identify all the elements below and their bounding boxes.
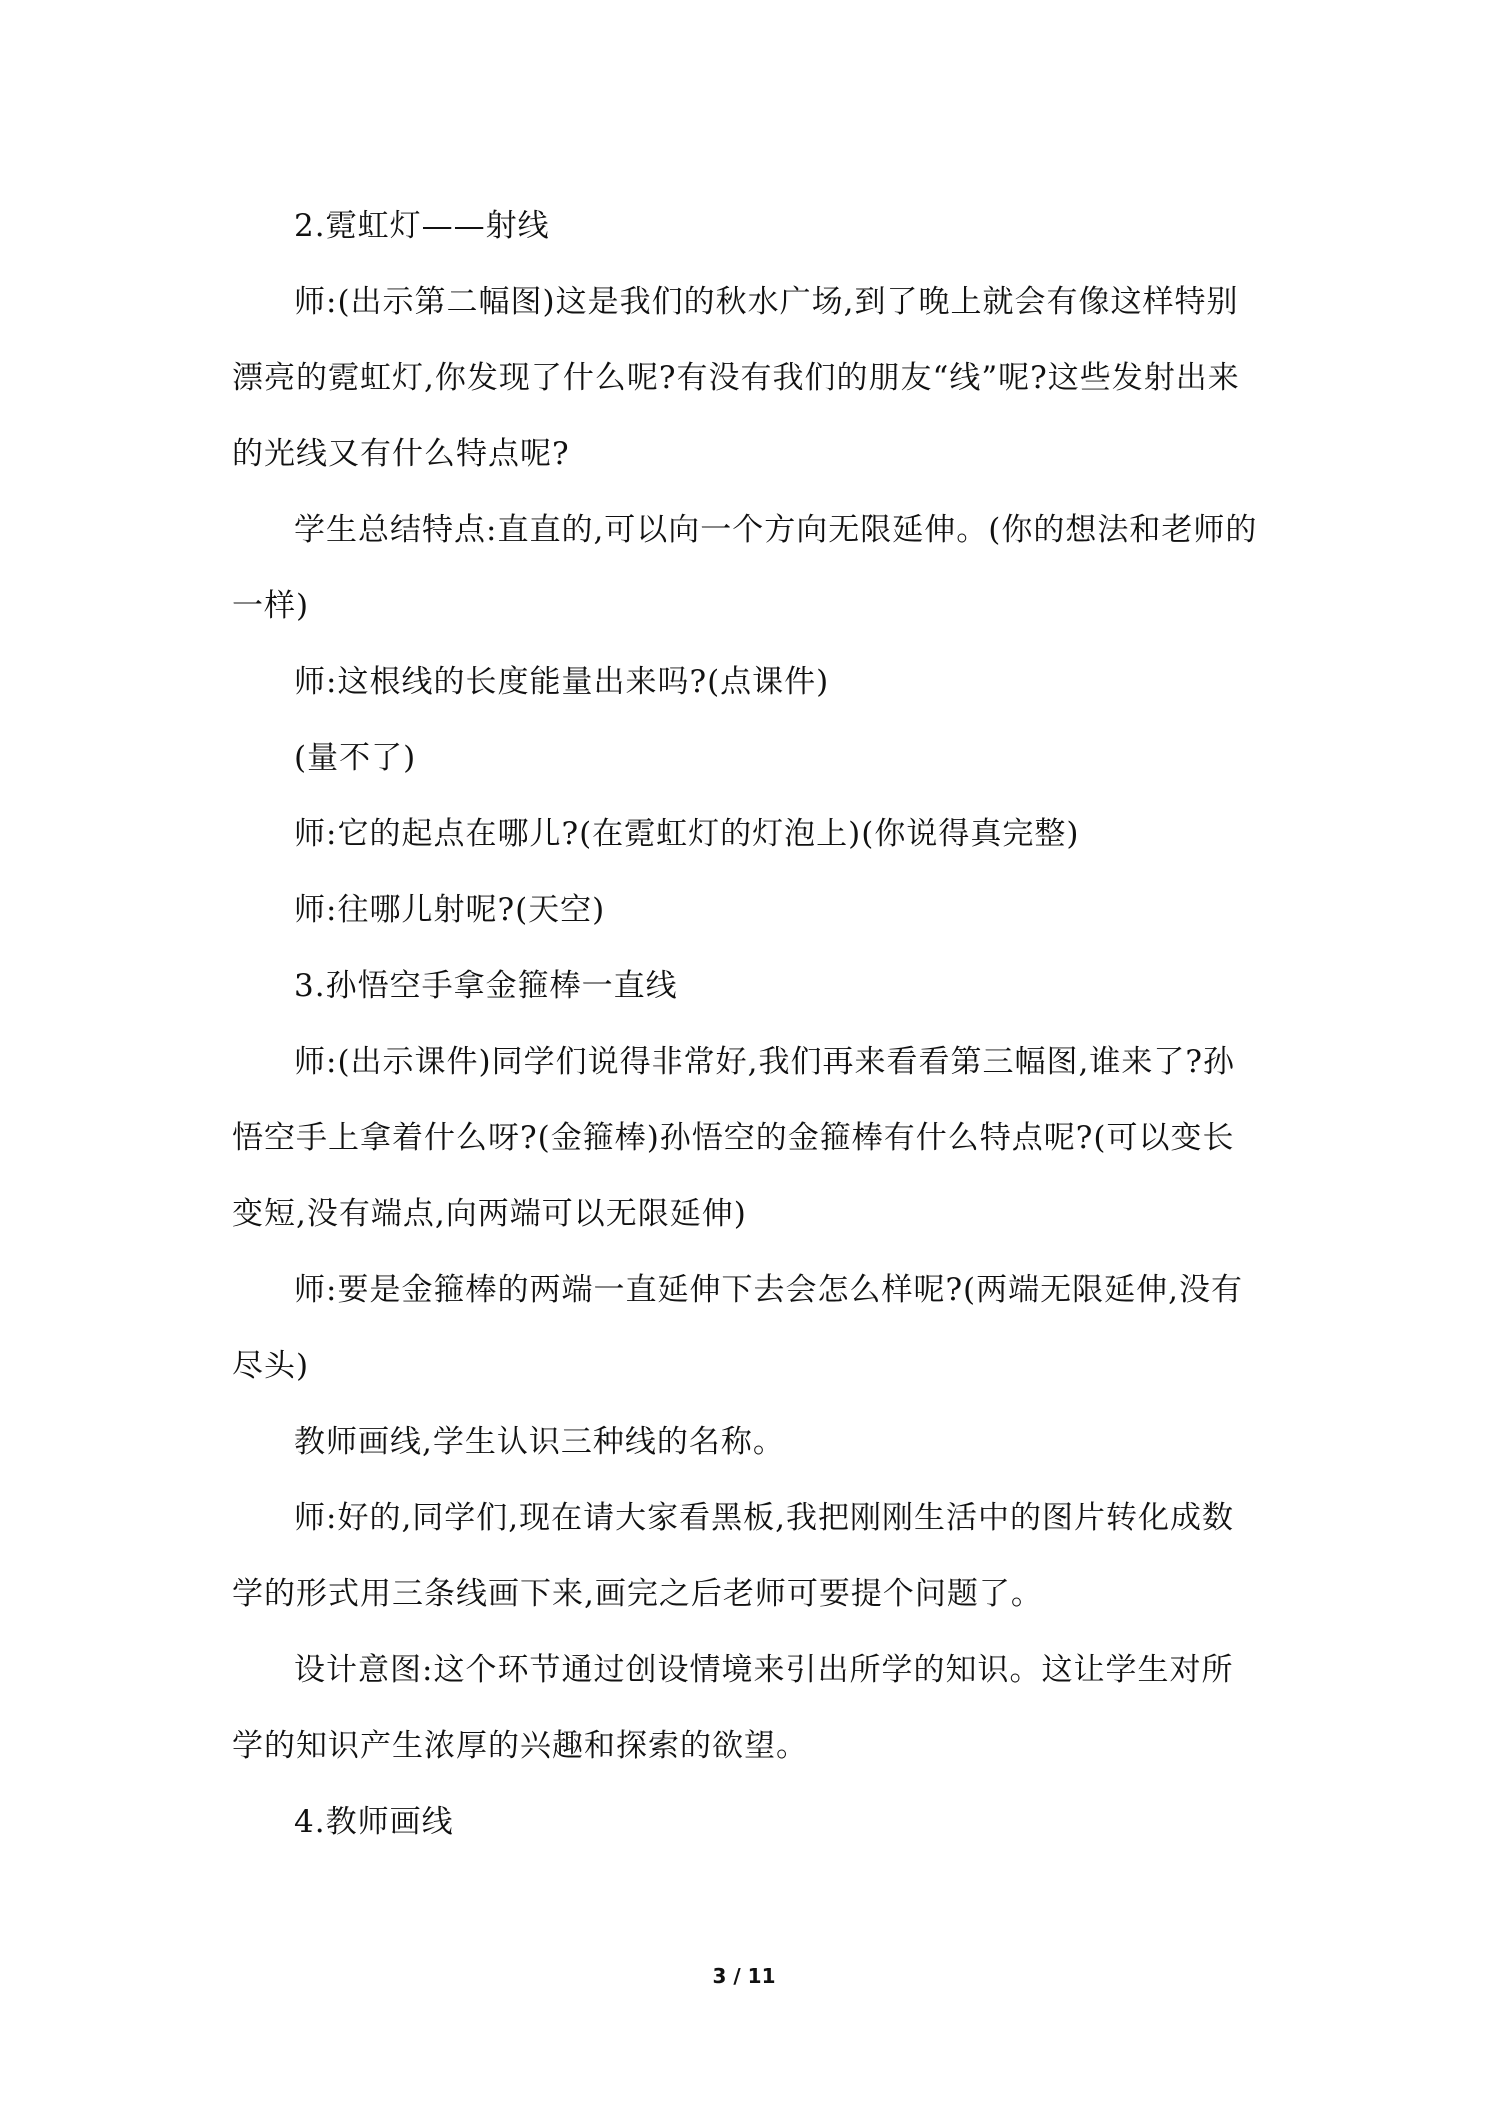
section-heading-neon: 2.霓虹灯——射线: [294, 208, 550, 244]
paragraph: 师:它的起点在哪儿?(在霓虹灯的灯泡上)(你说得真完整): [294, 816, 1080, 852]
paragraph: 师:好的,同学们,现在请大家看黑板,我把刚刚生活中的图片转化成数学的形式用三条线画下来,画完之后老师可要提个问题了。: [232, 1500, 1235, 1612]
paragraph: 学生总结特点:直直的,可以向一个方向无限延伸。(你的想法和老师的一样): [232, 512, 1258, 624]
paragraph: (量不了): [294, 740, 417, 776]
paragraph: 师:这根线的长度能量出来吗?(点课件): [294, 664, 830, 700]
paragraph: 师:(出示第二幅图)这是我们的秋水广场,到了晚上就会有像这样特别漂亮的霓虹灯,你发现了什么呢?有没有我们的朋友“线”呢?这些发射出来的光线又有什么特点呢?: [232, 284, 1240, 472]
paragraph: 师:要是金箍棒的两端一直延伸下去会怎么样呢?(两端无限延伸,没有尽头): [232, 1272, 1244, 1384]
document-body: [232, 188, 1262, 1860]
section-heading-monkey-king: 3.孙悟空手拿金箍棒一直线: [294, 968, 678, 1004]
paragraph: 师:(出示课件)同学们说得非常好,我们再来看看第三幅图,谁来了?孙悟空手上拿着什么呀?(金箍棒)孙悟空的金箍棒有什么特点呢?(可以变长变短,没有端点,向两端可以无限延伸): [232, 1044, 1235, 1232]
paragraph: 设计意图:这个环节通过创设情境来引出所学的知识。这让学生对所学的知识产生浓厚的兴趣和探索的欲望。: [232, 1652, 1234, 1764]
section-heading-teacher-draws: 4.教师画线: [294, 1804, 454, 1840]
paragraph: 教师画线,学生认识三种线的名称。: [294, 1424, 785, 1460]
page-number: 3 / 11: [712, 1964, 776, 1988]
paragraph: 师:往哪儿射呢?(天空): [294, 892, 606, 928]
